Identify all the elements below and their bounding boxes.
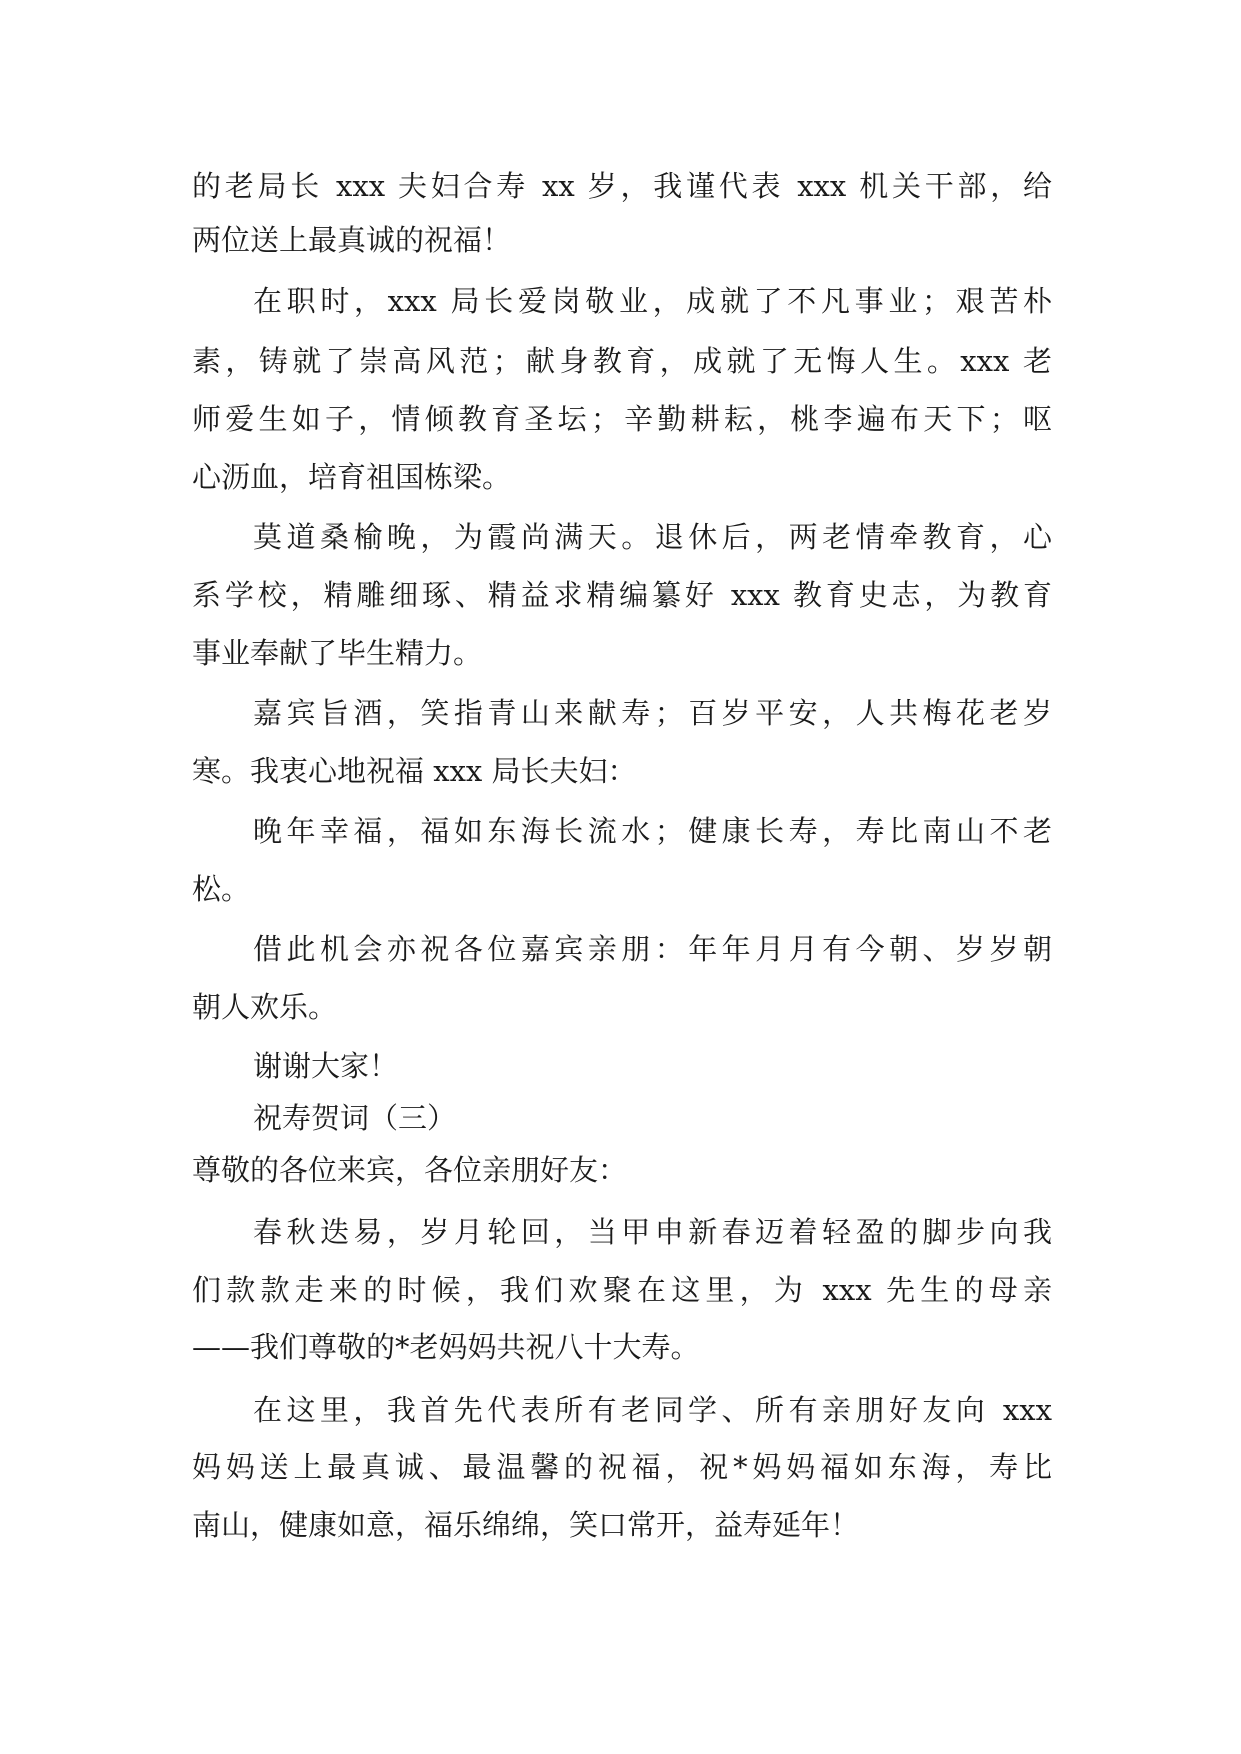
paragraph-first-line: 嘉宾旨酒，笑指青山来献寿；百岁平安，人共梅花老岁 [253,696,1052,730]
text-line: 系学校，精雕细琢、精益求精编纂好 xxx 教育史志，为教育 [192,578,1052,612]
closing-line: 谢谢大家！ [253,1049,399,1083]
salutation: 尊敬的各位来宾，各位亲朋好友： [192,1153,628,1187]
text-line: ——我们尊敬的*老妈妈共祝八十大寿。 [192,1330,700,1364]
text-line: 南山，健康如意，福乐绵绵，笑口常开，益寿延年！ [192,1508,860,1542]
text-line: 的老局长 xxx 夫妇合寿 xx 岁，我谨代表 xxx 机关干部，给 [192,169,1052,203]
text-line: 妈妈送上最真诚、最温馨的祝福，祝*妈妈福如东海，寿比 [192,1450,1052,1484]
text-line: 心沥血，培育祖国栋梁。 [192,460,512,494]
section-heading: 祝寿贺词（三） [253,1101,457,1135]
paragraph-first-line: 晚年幸福，福如东海长流水；健康长寿，寿比南山不老 [253,814,1052,848]
paragraph-first-line: 莫道桑榆晚，为霞尚满天。退休后，两老情牵教育，心 [253,520,1052,554]
text-line: 事业奉献了毕生精力。 [192,636,483,670]
paragraph-first-line: 在职时，xxx 局长爱岗敬业，成就了不凡事业；艰苦朴 [253,284,1052,318]
text-line: 朝人欢乐。 [192,990,338,1024]
text-line: 两位送上最真诚的祝福！ [192,223,512,257]
text-line: 们款款走来的时候，我们欢聚在这里，为 xxx 先生的母亲 [192,1273,1052,1307]
text-line: 师爱生如子，情倾教育圣坛；辛勤耕耘，桃李遍布天下；呕 [192,402,1052,436]
text-line: 素，铸就了崇高风范；献身教育，成就了无悔人生。xxx 老 [192,344,1052,378]
paragraph-first-line: 春秋迭易，岁月轮回，当甲申新春迈着轻盈的脚步向我 [253,1215,1052,1249]
text-line: 松。 [192,872,251,906]
paragraph-first-line: 借此机会亦祝各位嘉宾亲朋：年年月月有今朝、岁岁朝 [253,932,1052,966]
text-line: 寒。我衷心地祝福 xxx 局长夫妇： [192,754,637,788]
paragraph-first-line: 在这里，我首先代表所有老同学、所有亲朋好友向 xxx [253,1393,1052,1427]
